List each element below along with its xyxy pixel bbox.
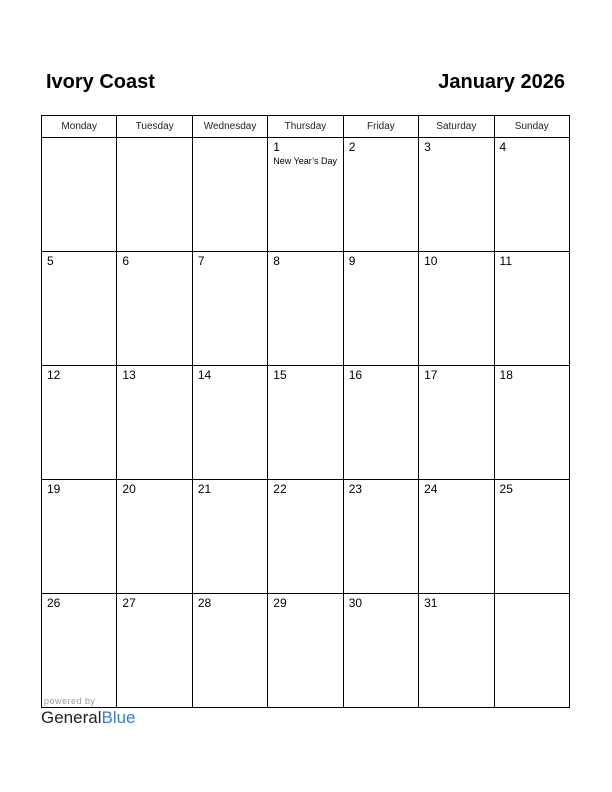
day-number: 7	[197, 254, 205, 268]
day-number: 28	[197, 596, 212, 610]
day-cell	[268, 252, 343, 366]
day-cell	[42, 366, 117, 480]
day-number: 24	[424, 482, 438, 496]
month-title: January 2026	[438, 71, 565, 93]
day-number: 13	[122, 368, 136, 382]
day-number: 5	[47, 254, 54, 268]
day-number: 10	[424, 254, 438, 268]
day-number: 11	[499, 254, 512, 268]
weekday-header-row	[42, 116, 570, 138]
day-number: 9	[348, 254, 356, 268]
holiday-label: New Year’s Day	[273, 156, 337, 166]
day-number: 6	[122, 254, 130, 268]
day-cell	[268, 594, 343, 708]
day-cell	[268, 480, 343, 594]
calendar-grid	[41, 115, 570, 708]
day-cell	[494, 252, 569, 366]
day-number: 30	[348, 596, 363, 610]
day-number: 2	[348, 140, 356, 154]
day-number: 15	[273, 368, 287, 382]
country-title: Ivory Coast	[46, 71, 155, 93]
day-cell	[494, 480, 569, 594]
day-cell	[494, 138, 569, 252]
day-number: 23	[348, 482, 363, 496]
day-cell	[343, 594, 418, 708]
day-cell	[419, 252, 494, 366]
weekday-header: Thursday	[268, 116, 343, 138]
day-cell	[343, 480, 418, 594]
day-cell	[192, 252, 267, 366]
day-cell	[42, 138, 117, 252]
day-cell	[192, 480, 267, 594]
day-cell	[42, 480, 117, 594]
day-number: 4	[499, 140, 507, 154]
day-number: 1	[273, 140, 280, 154]
day-number: 26	[47, 596, 61, 610]
day-cell	[42, 252, 117, 366]
day-number: 27	[122, 596, 136, 610]
day-number: 19	[47, 482, 61, 496]
day-cell	[343, 138, 418, 252]
day-cell	[192, 138, 267, 252]
day-cell	[117, 138, 192, 252]
day-cell	[494, 366, 569, 480]
day-cell	[117, 480, 192, 594]
weekday-header: Saturday	[419, 116, 494, 138]
day-cell	[117, 252, 192, 366]
week-row	[42, 252, 570, 366]
generalblue-logo[interactable]	[41, 708, 136, 728]
weekday-header: Tuesday	[117, 116, 192, 138]
day-number: 3	[424, 140, 431, 154]
day-cell	[268, 138, 343, 252]
day-cell	[268, 366, 343, 480]
logo-text-blue: Blue	[101, 708, 136, 727]
day-cell	[192, 366, 267, 480]
day-number: 29	[273, 596, 287, 610]
day-number: 31	[424, 596, 438, 610]
logo-text-general: General	[41, 708, 102, 727]
week-row	[42, 594, 570, 708]
day-number: 20	[122, 482, 136, 496]
day-cell	[117, 366, 192, 480]
day-number: 8	[273, 254, 280, 268]
day-cell	[419, 480, 494, 594]
day-cell	[192, 594, 267, 708]
day-number: 14	[197, 368, 212, 382]
day-cell	[343, 252, 418, 366]
weekday-header: Sunday	[494, 116, 569, 138]
week-row	[42, 138, 570, 252]
day-number: 22	[273, 482, 287, 496]
day-cell	[419, 594, 494, 708]
week-row	[42, 480, 570, 594]
day-number: 17	[424, 368, 438, 382]
day-cell	[419, 138, 494, 252]
day-number: 16	[348, 368, 363, 382]
day-number: 18	[499, 368, 513, 382]
weekday-header: Friday	[343, 116, 418, 138]
day-number: 12	[47, 368, 61, 382]
day-cell	[42, 594, 117, 708]
day-number: 25	[499, 482, 513, 496]
weekday-header: Wednesday	[192, 116, 267, 138]
powered-by-text: powered by	[44, 696, 96, 706]
day-cell	[343, 366, 418, 480]
day-cell	[117, 594, 192, 708]
day-cell	[494, 594, 569, 708]
week-row	[42, 366, 570, 480]
weekday-header: Monday	[42, 116, 117, 138]
day-cell	[419, 366, 494, 480]
day-number: 21	[197, 482, 212, 496]
